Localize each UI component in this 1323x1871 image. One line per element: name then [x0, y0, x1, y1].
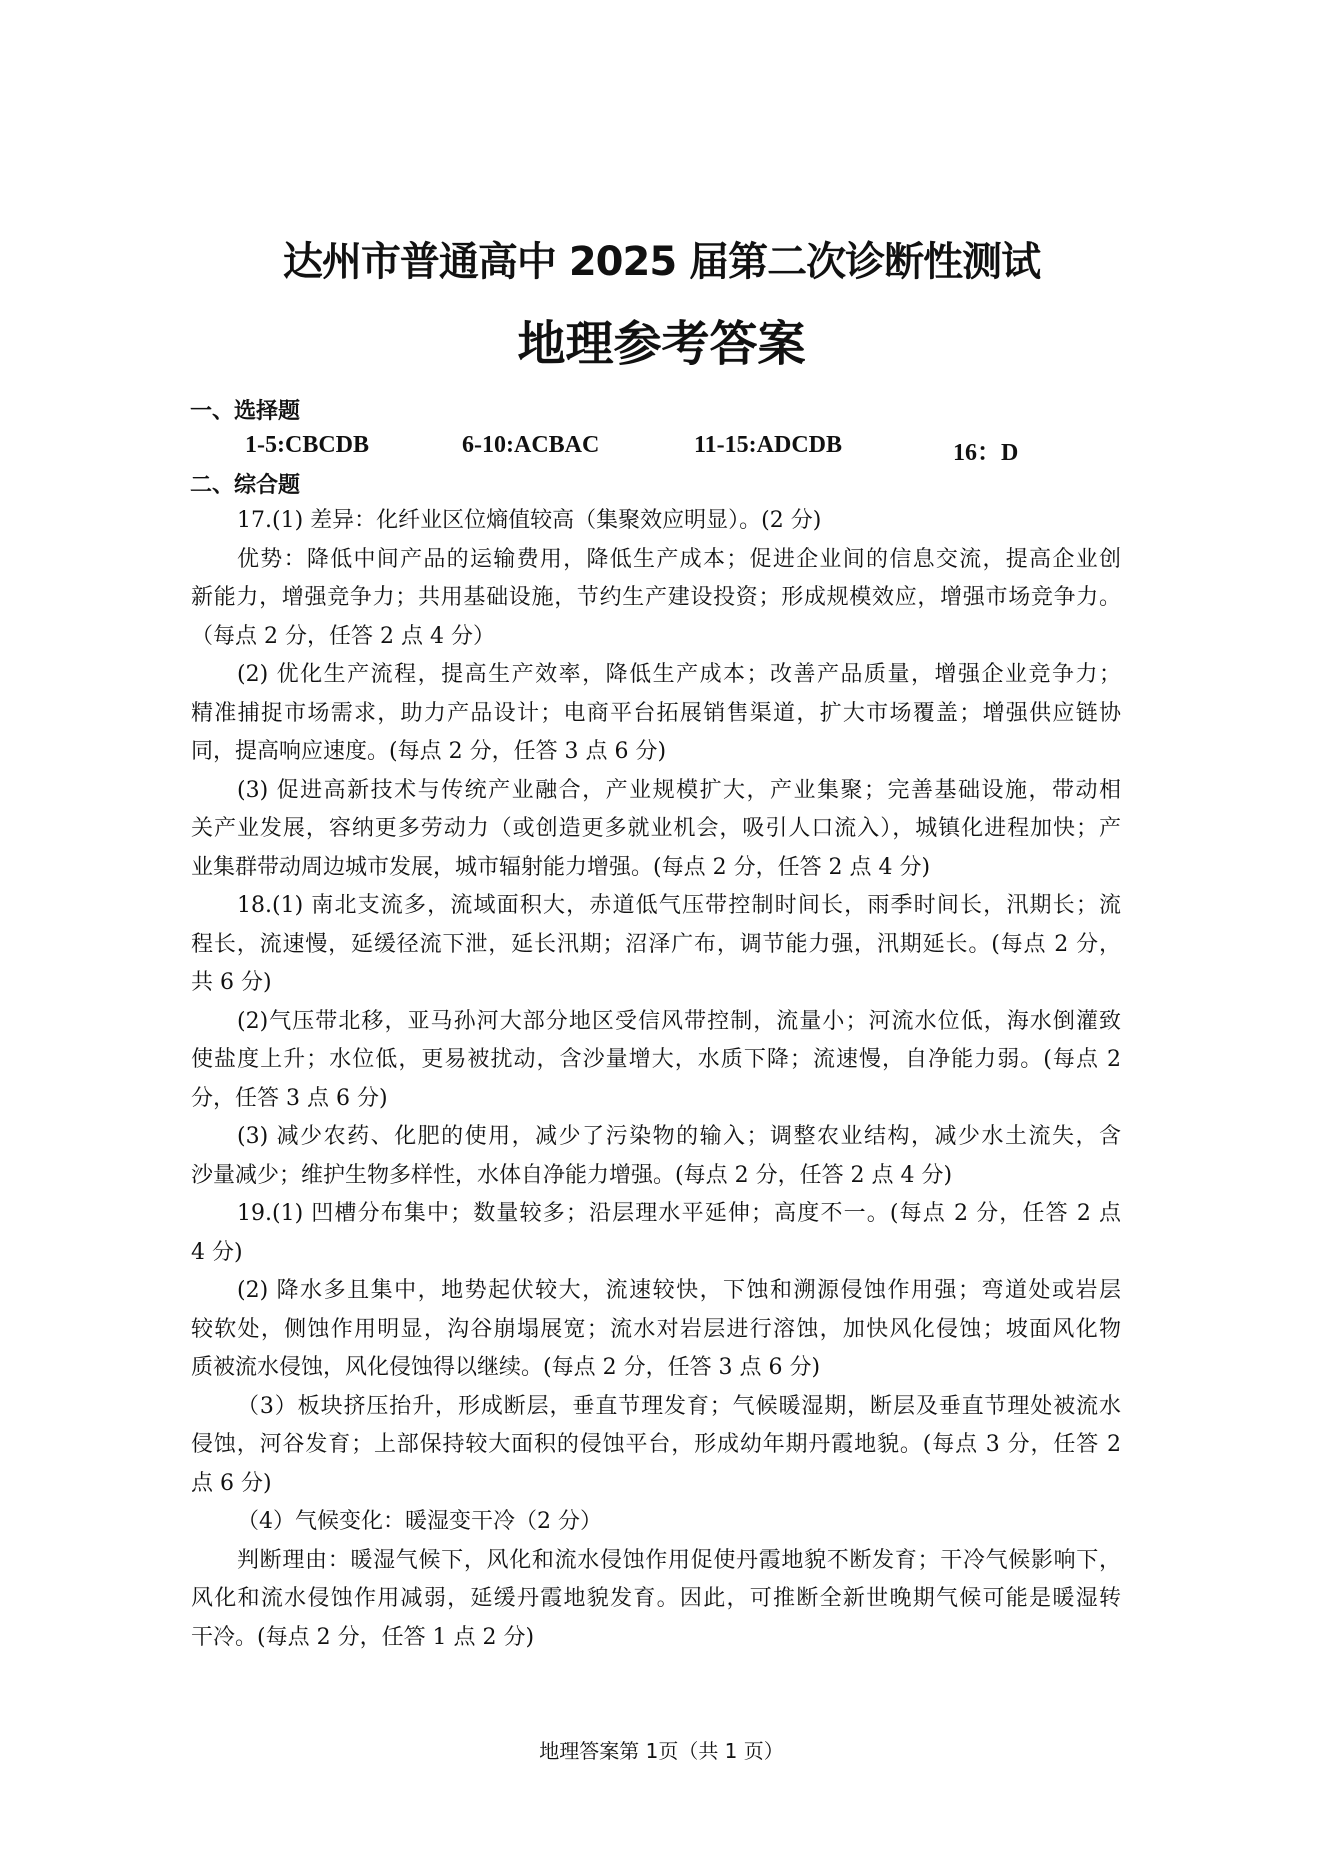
text-line: 质被流水侵蚀，风化侵蚀得以继续。(每点 2 分，任答 3 点 6 分) [191, 1355, 821, 1380]
text-line: 4 分) [191, 1239, 243, 1265]
text-line: 分，任答 3 点 6 分) [191, 1085, 388, 1111]
answer-paragraph [191, 656, 1121, 772]
text-line: 判断理由：暖湿气候下，风化和流水侵蚀作用促使丹霞地貌不断发育；干冷气候影响下， [237, 1547, 1121, 1573]
answer-paragraph [191, 1542, 1121, 1658]
answer-paragraph [191, 541, 1121, 657]
document-title: 达州市普通高中 2025 届第二次诊断性测试 [282, 239, 1041, 285]
answer-paragraph [191, 772, 1121, 888]
answer-body [191, 502, 1121, 1657]
text-line: 业集群带动周边城市发展，城市辐射能力增强。(每点 2 分，任答 2 点 4 分) [191, 854, 931, 880]
text-line: 新能力，增强竞争力；共用基础设施，节约生产建设投资；形成规模效应，增强市场竞争力。 [191, 585, 1121, 610]
text-line: 侵蚀，河谷发育；上部保持较大面积的侵蚀平台，形成幼年期丹霞地貌。(每点 3 分，任答 2 [191, 1432, 1121, 1457]
text-line: (3) 减少农药、化肥的使用，减少了污染物的输入；调整农业结构，减少水土流失，含 [237, 1124, 1121, 1149]
answer-paragraph [191, 502, 1121, 541]
answer-paragraph [191, 1195, 1121, 1272]
text-line: (3) 促进高新技术与传统产业融合，产业规模扩大，产业集聚；完善基础设施，带动相 [237, 777, 1121, 803]
text-line: (2) 降水多且集中，地势起伏较大，流速较快，下蚀和溯源侵蚀作用强；弯道处或岩层 [237, 1278, 1121, 1303]
text-line: 共 6 分) [191, 970, 272, 995]
text-line: （4）气候变化：暖湿变干冷（2 分） [237, 1509, 602, 1534]
text-line: 18.(1) 南北支流多，流域面积大，赤道低气压带控制时间长，雨季时间长，汛期长；流 [237, 893, 1121, 918]
text-line: 17.(1) 差异：化纤业区位熵值较高（集聚效应明显）。(2 分) [237, 508, 822, 533]
text-line: 精准捕捉市场需求，助力产品设计；电商平台拓展销售渠道，扩大市场覆盖；增强供应链协 [191, 700, 1121, 726]
text-line: 同，提高响应速度。(每点 2 分，任答 3 点 6 分) [191, 739, 667, 764]
text-line: 优势：降低中间产品的运输费用，降低生产成本；促进企业间的信息交流，提高企业创 [237, 546, 1121, 572]
text-line: 19.(1) 凹槽分布集中；数量较多；沿层理水平延伸；高度不一。(每点 2 分，任答 2 点 [237, 1201, 1121, 1226]
text-line: (2)气压带北移，亚马孙河大部分地区受信风带控制，流量小；河流水位低，海水倒灌致 [237, 1008, 1121, 1034]
answer-paragraph [191, 887, 1121, 1003]
text-line: 关产业发展，容纳更多劳动力（或创造更多就业机会，吸引人口流入），城镇化进程加快；产 [191, 816, 1121, 841]
choice-answers [0, 432, 1323, 466]
text-line: 较软处，侧蚀作用明显，沟谷崩塌展宽；流水对岩层进行溶蚀，加快风化侵蚀；坡面风化物 [191, 1316, 1121, 1342]
answer-group: 1-5:CBCDB [245, 432, 369, 458]
text-line: 程长，流速慢，延缓径流下泄，延长汛期；沼泽广布，调节能力强，汛期延长。(每点 2 分， [191, 931, 1121, 957]
section-heading-comprehensive: 二、综合题 [190, 472, 301, 498]
section-heading-choice: 一、选择题 [190, 398, 301, 424]
answer-group: 11-15:ADCDB [694, 432, 842, 458]
text-line: 干冷。(每点 2 分，任答 1 点 2 分) [191, 1624, 535, 1650]
answer-paragraph [191, 1503, 1121, 1542]
text-line: 使盐度上升；水位低，更易被扰动，含沙量增大，水质下降；流速慢，自净能力弱。(每点 2 [191, 1047, 1121, 1072]
text-line: （3）板块挤压抬升，形成断层，垂直节理发育；气候暖湿期，断层及垂直节理处被流水 [237, 1393, 1121, 1419]
answer-group: 16：D [953, 440, 1019, 466]
text-line: 点 6 分) [191, 1470, 272, 1496]
answer-paragraph [191, 1003, 1121, 1119]
answer-paragraph [191, 1118, 1121, 1195]
document-subtitle: 地理参考答案 [517, 316, 806, 372]
answer-paragraph [191, 1272, 1121, 1388]
page-footer: 地理答案第 1页（共 1 页） [539, 1739, 784, 1763]
text-line: 风化和流水侵蚀作用减弱，延缓丹霞地貌发育。因此，可推断全新世晚期气候可能是暖湿转 [191, 1586, 1121, 1611]
text-line: （每点 2 分，任答 2 点 4 分） [191, 623, 495, 649]
text-line: 沙量减少；维护生物多样性，水体自净能力增强。(每点 2 分，任答 2 点 4 分) [191, 1162, 953, 1188]
answer-paragraph [191, 1388, 1121, 1504]
answer-group: 6-10:ACBAC [462, 432, 600, 458]
text-line: (2) 优化生产流程，提高生产效率，降低生产成本；改善产品质量，增强企业竞争力； [237, 662, 1121, 687]
